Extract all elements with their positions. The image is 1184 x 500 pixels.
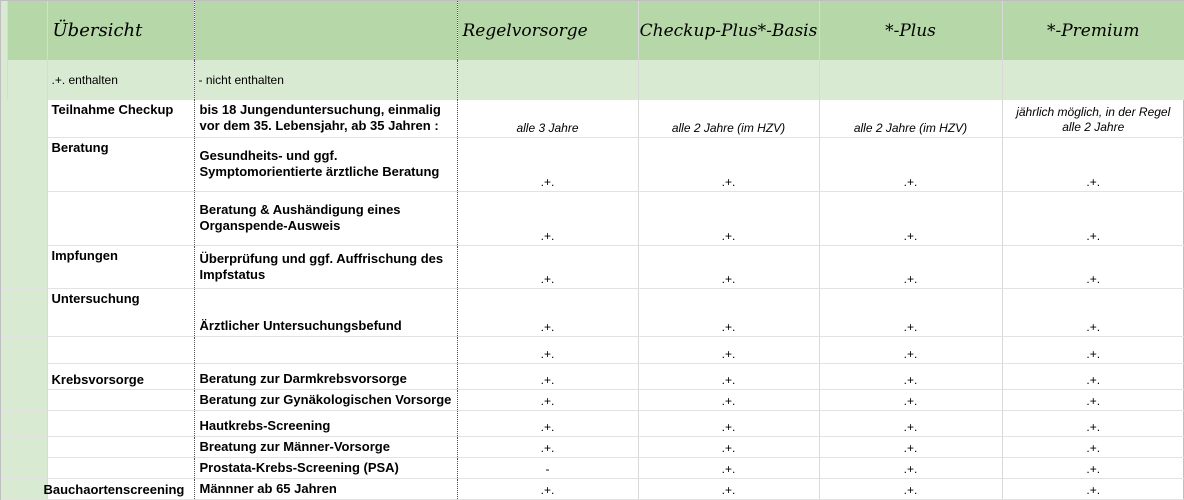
table-row [1,191,1184,245]
row-label-cell[interactable]: Impfungen [47,245,194,288]
table-row [1,436,1184,457]
premium-line: alle 2 Jahre [1062,119,1125,134]
header-spacer-cell [7,1,47,60]
header-overview-cell[interactable] [47,1,194,60]
row-spacer-cell [7,410,47,436]
row-description-cell[interactable]: Beratung zur Darmkrebsvorsorge [194,363,457,389]
cell-basis[interactable]: alle 2 Jahre (im HZV) [638,100,819,137]
row-description-cell[interactable] [194,336,457,363]
legend-empty-cell[interactable] [638,60,819,100]
row-label-cell[interactable] [47,436,194,457]
cell-basis[interactable]: .+. [638,363,819,389]
row-description-cell[interactable]: Männner ab 65 Jahren [194,478,457,499]
row-spacer-cell [7,191,47,245]
legend-empty-cell[interactable] [819,60,1002,100]
table-row [1,389,1184,410]
cell-premium[interactable]: .+. [1002,363,1184,389]
legend-empty-cell[interactable] [1002,60,1184,100]
row-spacer-cell [7,457,47,478]
description-line: Impfstatus [199,266,266,282]
row-spacer-cell [7,389,47,410]
legend-row [1,60,1184,100]
row-label-cell[interactable]: Krebsvorsorge [47,363,194,389]
row-spacer-cell [7,288,47,336]
cell-plus[interactable]: .+. [819,137,1002,191]
row-label-cell[interactable] [47,457,194,478]
row-label-cell[interactable] [47,191,194,245]
description-line: Beratung & Aushändigung eines [199,202,401,217]
row-description-cell[interactable]: Breatung zur Männer-Vorsorge [194,436,457,457]
description-line: Überprüfung und ggf. Auffrischung des [199,250,444,266]
cell-basis[interactable]: .+. [638,436,819,457]
description-line: vor dem 35. Lebensjahr, ab 35 Jahren : [199,118,439,134]
header-premium-cell[interactable] [1002,1,1184,60]
header-empty-cell[interactable] [194,1,457,60]
cell-premium[interactable]: .+. [1002,457,1184,478]
cell-premium[interactable]: .+. [1002,410,1184,436]
table-row [1,478,1184,499]
cell-basis[interactable]: .+. [638,191,819,245]
cell-basis[interactable]: .+. [638,410,819,436]
row-spacer-cell [7,245,47,288]
table-row [1,363,1184,389]
row-label-cell[interactable] [43,478,194,499]
cell-basis[interactable]: .+. [638,288,819,336]
table-row [1,245,1184,288]
cell-plus[interactable]: .+. [819,478,1002,499]
row-description-cell[interactable] [194,100,457,137]
cell-plus[interactable]: .+. [819,245,1002,288]
cell-premium[interactable]: .+. [1002,288,1184,336]
row-label-cell[interactable] [47,410,194,436]
cell-regelvorsorge[interactable]: .+. [457,363,638,389]
row-label-cell[interactable]: Beratung [47,137,194,191]
cell-plus[interactable]: .+. [819,389,1002,410]
cell-regelvorsorge[interactable]: .+. [457,389,638,410]
row-description-cell[interactable] [194,191,457,245]
cell-regelvorsorge[interactable]: .+. [457,336,638,363]
overview-title: Übersicht [52,20,143,41]
cell-premium[interactable]: .+. [1002,245,1184,288]
legend-spacer-cell [7,60,47,100]
cell-plus[interactable]: .+. [819,363,1002,389]
overview-table [1,1,1184,500]
header-plus-cell[interactable] [819,1,1002,60]
cell-regelvorsorge[interactable]: .+. [457,288,638,336]
legend-included[interactable]: .+. enthalten [47,60,194,100]
row-spacer-cell [7,363,47,389]
header-basis-cell[interactable] [638,1,819,60]
cell-basis[interactable]: .+. [638,389,819,410]
column-premium: *-Premium [1047,20,1140,41]
table-row [1,336,1184,363]
legend-not-included[interactable]: - nicht enthalten [194,60,457,100]
row-spacer-cell [7,100,47,137]
row-spacer-cell [7,137,47,191]
cell-regelvorsorge[interactable]: alle 3 Jahre [457,100,638,137]
cell-plus[interactable]: .+. [819,410,1002,436]
cell-regelvorsorge[interactable]: - [457,457,638,478]
cell-plus[interactable]: .+. [819,288,1002,336]
legend-empty-cell[interactable] [457,60,638,100]
cell-plus[interactable]: .+. [819,436,1002,457]
cell-plus[interactable]: .+. [819,457,1002,478]
row-spacer-cell [7,478,47,499]
row-description-cell[interactable]: Hautkrebs-Screening [194,410,457,436]
cell-plus[interactable]: .+. [819,191,1002,245]
row-label-cell[interactable] [47,389,194,410]
row-description-cell[interactable]: Prostata-Krebs-Screening (PSA) [194,457,457,478]
cell-basis[interactable]: .+. [638,245,819,288]
header-regel-cell[interactable] [457,1,638,60]
cell-premium[interactable]: .+. [1002,389,1184,410]
column-plus: *-Plus [885,20,936,41]
premium-line: jährlich möglich, in der Regel [1016,104,1171,119]
row-description-cell[interactable]: Ärztlicher Untersuchungsbefund [194,288,457,336]
table-row [1,100,1184,137]
cell-plus[interactable]: .+. [819,336,1002,363]
cell-premium[interactable]: .+. [1002,436,1184,457]
cell-premium[interactable] [1002,100,1184,137]
cell-premium[interactable]: .+. [1002,336,1184,363]
row-description-cell[interactable] [194,245,457,288]
description-line: Gesundheits- und ggf. [199,148,338,163]
cell-regelvorsorge[interactable]: .+. [457,410,638,436]
table-row [1,457,1184,478]
row-label-cell[interactable] [47,336,194,363]
row-spacer-cell [7,336,47,363]
row-label-cell[interactable]: Untersuchung [47,288,194,336]
cell-regelvorsorge[interactable]: .+. [457,478,638,499]
header-row [1,1,1184,60]
cell-premium[interactable]: .+. [1002,478,1184,499]
column-basis: Checkup-Plus*-Basis [639,20,818,41]
table-row [1,410,1184,436]
table-row [1,137,1184,191]
row-spacer-cell [7,436,47,457]
cell-premium[interactable]: .+. [1002,191,1184,245]
description-line: bis 18 Jungenduntersuchung, einmalig [199,102,441,118]
table-row [1,288,1184,336]
row-label-cell[interactable]: Teilnahme Checkup [47,100,194,137]
cell-regelvorsorge[interactable]: .+. [457,137,638,191]
row-description-cell[interactable] [194,137,457,191]
cell-basis[interactable]: .+. [638,478,819,499]
cell-plus[interactable]: alle 2 Jahre (im HZV) [819,100,1002,137]
description-line: Symptomorientierte ärztliche Beratung [199,164,440,179]
cell-basis[interactable]: .+. [638,457,819,478]
cell-basis[interactable]: .+. [638,137,819,191]
cell-regelvorsorge[interactable]: .+. [457,191,638,245]
cell-premium[interactable]: .+. [1002,137,1184,191]
cell-regelvorsorge[interactable]: .+. [457,436,638,457]
cell-regelvorsorge[interactable]: .+. [457,245,638,288]
row-label-text: Bauchaortenscreening [43,481,185,497]
row-description-cell[interactable]: Beratung zur Gynäkologischen Vorsorge [194,389,457,410]
column-regelvorsorge: Regelvorsorge [462,20,588,41]
cell-basis[interactable]: .+. [638,336,819,363]
description-line: Organspende-Ausweis [199,218,341,233]
